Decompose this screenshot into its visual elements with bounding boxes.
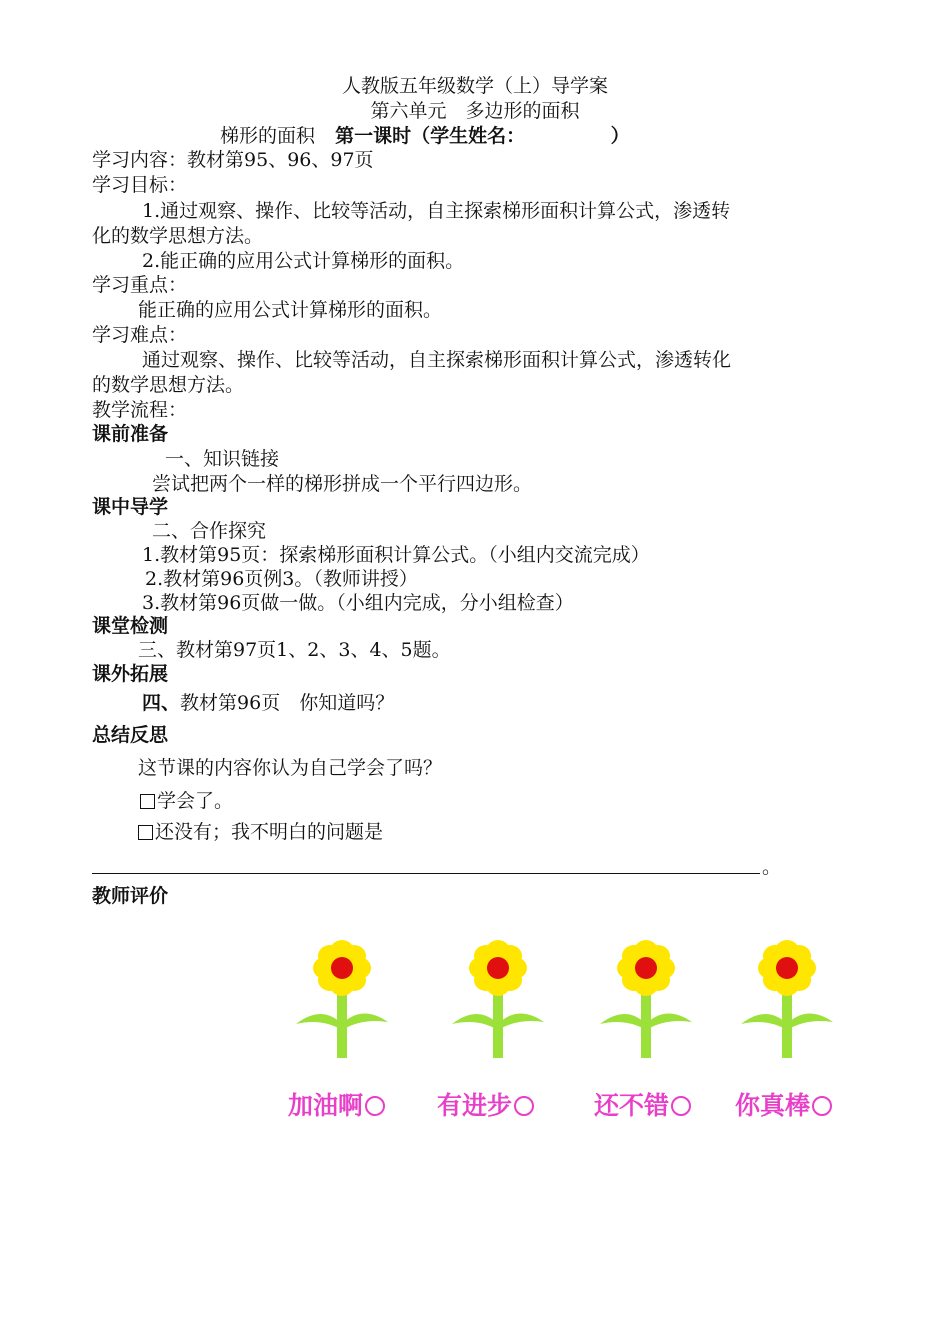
rating-haibucuo[interactable] bbox=[594, 1086, 691, 1122]
reflection-option-2[interactable] bbox=[138, 820, 383, 844]
objective-2: 2.能正确的应用公式计算梯形的面积。 bbox=[142, 250, 465, 272]
pre-class-text: 尝试把两个一样的梯形拼成一个平行四边形。 bbox=[152, 473, 533, 495]
rating-label: 还不错 bbox=[594, 1091, 670, 1120]
difficulties-line-2: 的数学思想方法。 bbox=[92, 374, 245, 396]
objectives-label: 学习目标： bbox=[92, 174, 188, 196]
flow-label: 教学流程： bbox=[92, 399, 188, 421]
extension-line bbox=[142, 691, 394, 715]
in-class-sub: 二、合作探究 bbox=[152, 520, 267, 542]
key-points-text: 能正确的应用公式计算梯形的面积。 bbox=[138, 299, 443, 321]
flower-icon bbox=[292, 932, 392, 1062]
in-class-heading: 课中导学 bbox=[92, 496, 169, 518]
reflection-question: 这节课的内容你认为自己学会了吗？ bbox=[138, 757, 443, 779]
check-heading: 课堂检测 bbox=[92, 615, 169, 637]
rating-circle-icon[interactable] bbox=[365, 1096, 385, 1116]
rating-label: 加油啊 bbox=[288, 1091, 364, 1120]
extension-num: 四、 bbox=[142, 692, 181, 714]
key-points-label: 学习重点： bbox=[92, 274, 188, 296]
flower-icon bbox=[448, 932, 548, 1062]
checkbox-not-yet[interactable] bbox=[138, 825, 153, 840]
reflection-option-1[interactable] bbox=[140, 789, 233, 813]
reflection-heading: 总结反思 bbox=[92, 724, 169, 746]
rating-jiayou[interactable] bbox=[288, 1086, 385, 1122]
rating-nizhenbang[interactable] bbox=[735, 1086, 832, 1122]
rating-label: 你真棒 bbox=[735, 1091, 811, 1120]
pre-class-sub: 一、知识链接 bbox=[165, 448, 280, 470]
check-text: 三、教材第97页1、2、3、4、5题。 bbox=[138, 639, 451, 661]
unit-title: 第六单元 多边形的面积 bbox=[370, 100, 580, 122]
lesson-period: 第一课时（学生姓名： ） bbox=[335, 125, 630, 147]
rating-youjinbu[interactable] bbox=[437, 1086, 534, 1122]
page-title: 人教版五年级数学（上）导学案 bbox=[341, 75, 608, 97]
answer-line[interactable] bbox=[92, 873, 760, 874]
extension-text: 教材第96页 你知道吗？ bbox=[180, 692, 395, 714]
in-class-item-2: 2.教材第96页例3。（教师讲授） bbox=[145, 568, 418, 590]
option-learned-label: 学会了。 bbox=[157, 790, 234, 812]
difficulties-line-1: 通过观察、操作、比较等活动，自主探索梯形面积计算公式，渗透转化 bbox=[142, 349, 732, 371]
in-class-item-1: 1.教材第95页：探索梯形面积计算公式。（小组内交流完成） bbox=[142, 544, 650, 566]
extension-heading: 课外拓展 bbox=[92, 663, 169, 685]
flower-icon bbox=[737, 932, 837, 1062]
rating-circle-icon[interactable] bbox=[514, 1096, 534, 1116]
flower-icon bbox=[596, 932, 696, 1062]
content-line bbox=[92, 148, 374, 172]
rating-circle-icon[interactable] bbox=[671, 1096, 691, 1116]
answer-end-mark: 。 bbox=[762, 856, 782, 878]
checkbox-learned[interactable] bbox=[140, 794, 155, 809]
in-class-item-3: 3.教材第96页做一做。（小组内完成，分小组检查） bbox=[142, 592, 574, 614]
option-not-yet-label: 还没有；我不明白的问题是 bbox=[155, 821, 384, 843]
objective-1-line-1: 1.通过观察、操作、比较等活动，自主探索梯形面积计算公式，渗透转 bbox=[142, 200, 731, 222]
content-label: 学习内容： bbox=[92, 149, 188, 171]
evaluation-heading: 教师评价 bbox=[92, 885, 169, 907]
lesson-topic: 梯形的面积 bbox=[220, 125, 316, 147]
pre-class-heading: 课前准备 bbox=[92, 423, 169, 445]
rating-label: 有进步 bbox=[437, 1091, 513, 1120]
rating-circle-icon[interactable] bbox=[812, 1096, 832, 1116]
objective-1-line-2: 化的数学思想方法。 bbox=[92, 225, 264, 247]
lesson-title bbox=[220, 124, 630, 148]
content-text: 教材第95、96、97页 bbox=[187, 149, 374, 171]
difficulties-label: 学习难点： bbox=[92, 324, 188, 346]
